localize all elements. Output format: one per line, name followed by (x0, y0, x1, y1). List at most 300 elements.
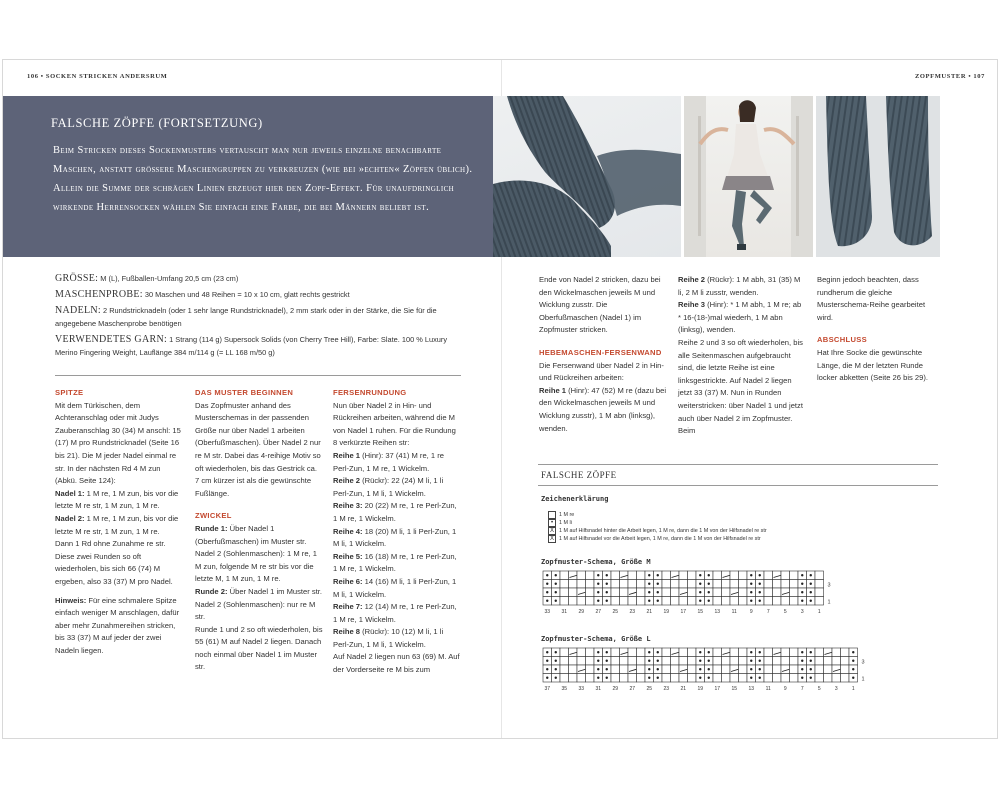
schema-m-cell (560, 571, 569, 580)
schema-l-col-label: 17 (714, 686, 721, 692)
column-abschluss (817, 274, 941, 385)
schema-l-purl-dot (708, 677, 710, 679)
schema-l-purl-dot (597, 660, 599, 662)
schema-l-cell (577, 657, 586, 666)
schema-m-cell (764, 588, 773, 597)
schema-m-cell (679, 571, 688, 580)
schema-l-cell (773, 665, 782, 674)
schema-l-col-label: 9 (783, 686, 787, 692)
schema-l-purl-dot (699, 651, 701, 653)
schema-m-cell (611, 580, 620, 589)
schema-l-col-label: 35 (561, 686, 568, 692)
value-heb-reihe1: (Hinr): 47 (52) M re (dazu bei den Wickelmaschen jeweils M und Wicklung zusstr), 1 M abn (linksg), wenden. (539, 385, 667, 433)
schema-m-row-label: 3 (827, 582, 831, 589)
schema-l-purl-dot (750, 660, 752, 662)
schema-l-cell (730, 674, 739, 683)
label-heb-reihe1: Reihe 1 (539, 385, 567, 395)
text-muster: Das Zopfmuster anhand des Musterschemas in der passenden Größe nur über Nadel 1 arbeiten (Oberfußmaschen). Über Nadel 2 nur re M str. Dabei das 4-reihige Motiv so oft wiederholen, bis das Gestrick ca. 7 cm kürzer ist als die gewünschte Fußlänge. (195, 400, 321, 498)
schema-l-cell (722, 657, 731, 666)
schema-m-purl-dot (750, 574, 752, 576)
text-reihe2 (333, 475, 461, 500)
schema-m-cell (637, 580, 646, 589)
legend-symbol-cross-back: X (549, 528, 554, 534)
text-heb-reihe1 (539, 385, 667, 435)
schema-l-cell (815, 648, 824, 657)
schema-l-cell (628, 674, 637, 683)
schema-l-purl-dot (750, 651, 752, 653)
schema-m-purl-dot (699, 591, 701, 593)
label-reihe7: Reihe 7: (333, 602, 363, 612)
schema-l-cell (569, 674, 578, 683)
spec-gauge-value: 30 Maschen und 48 Reihen = 10 x 10 cm, glatt rechts gestrickt (144, 290, 350, 299)
text-reihe3 (333, 500, 461, 525)
legend-symbol-cross-front: X (549, 536, 554, 542)
schema-m-cell (739, 597, 748, 606)
socks-closeup-illustration (816, 96, 940, 257)
heading-muster: DAS MUSTER BEGINNEN (195, 388, 294, 397)
schema-l-purl-dot (759, 651, 761, 653)
legend-text-cross-back: 1 M auf Hilfsnadel hinter die Arbeit legen, 1 M re, dann die 1 M von der Hilfsnadel re str (559, 528, 767, 534)
schema-m-cell (611, 588, 620, 597)
schema-l-col-label: 31 (595, 686, 602, 692)
schema-m-title: Zopfmuster-Schema, Größe M (541, 558, 651, 566)
schema-l-purl-dot (657, 660, 659, 662)
schema-l-purl-dot (750, 668, 752, 670)
schema-m-cell (611, 597, 620, 606)
specifications (55, 272, 463, 362)
photo-socks-feet (493, 96, 681, 257)
schema-m-cell (586, 597, 595, 606)
schema-l-purl-dot (852, 677, 854, 679)
legend-row-purl (548, 519, 767, 527)
schema-m-cell (662, 571, 671, 580)
value-nadel1: 1 M re, 1 M zun, bis vor die letzte M re str, 1 M zun, 1 M re. (55, 488, 179, 511)
schema-l-cell (730, 648, 739, 657)
schema-l-cell (790, 657, 799, 666)
schema-m-cell (662, 588, 671, 597)
schema-m-purl-dot (699, 583, 701, 585)
schema-l-cell (790, 665, 799, 674)
schema-l-purl-dot (801, 677, 803, 679)
schema-l-purl-dot (852, 651, 854, 653)
schema-l-cell (688, 648, 697, 657)
schema-l-purl-dot (852, 660, 854, 662)
schema-l-cell (611, 648, 620, 657)
schema-m-cell (688, 580, 697, 589)
photo-socks-closeup (816, 96, 940, 257)
schema-l-cell (832, 657, 841, 666)
text-reihe5 (333, 551, 461, 576)
column-muster-zwickel (195, 387, 323, 674)
legend-text-cross-front: 1 M auf Hilfsnadel vor die Arbeit legen, 1 M re, dann die 1 M von der Hilfsnadel re str (559, 536, 761, 542)
schema-l-purl-dot (699, 660, 701, 662)
schema-m-purl-dot (648, 600, 650, 602)
legend-symbol-knit (548, 511, 556, 519)
schema-m-purl-dot (597, 591, 599, 593)
schema-l-cell (713, 665, 722, 674)
schema-l-cell (713, 674, 722, 683)
schema-m-purl-dot (657, 600, 659, 602)
schema-l-cell (730, 657, 739, 666)
schema-m-cell (781, 571, 790, 580)
heading-spitze: SPITZE (55, 388, 84, 397)
schema-l-purl-dot (810, 677, 812, 679)
schema-m-cell (569, 597, 578, 606)
schema-m-cell (679, 597, 688, 606)
schema-l-cell (620, 674, 629, 683)
schema-l-cell (586, 674, 595, 683)
label-nadel2: Nadel 2: (55, 513, 85, 523)
schema-m-purl-dot (699, 600, 701, 602)
schema-l-cell (722, 674, 731, 683)
schema-m-cell (671, 597, 680, 606)
spec-size-value: M (L), Fußballen-Umfang 20,5 cm (23 cm) (100, 274, 239, 283)
schema-m-purl-dot (546, 591, 548, 593)
text-col5-rest: Reihe 2 und 3 so oft wiederholen, bis alle Seitenmaschen aufgebraucht sind, die letzte Reihe ist eine linksgestrickte. Auf Nadel 2 liegen jetzt 33 (37) M. Nun in Runden weiterstricken: über Nadel 1 und jetzt auch über Nadel 2 im Zopfmuster. Beim (678, 337, 803, 436)
schema-m-cell (577, 597, 586, 606)
schema-l-col-label: 5 (817, 686, 821, 692)
schema-m-col-label: 1 (817, 609, 821, 615)
label-hinweis: Hinweis: (55, 595, 87, 605)
schema-l-purl-dot (852, 668, 854, 670)
spec-needles-value: 2 Rundstricknadeln (oder 1 sehr lange Rundstricknadel), 2 mm stark oder in der Stärke, die Sie für die angegebene Maschenprobe benötigen (55, 306, 437, 328)
photo-model-posing (684, 96, 813, 257)
schema-l-col-label: 13 (748, 686, 755, 692)
schema-m-purl-dot (657, 583, 659, 585)
schema-l-purl-dot (801, 651, 803, 653)
value-reihe1: (Hinr): 37 (41) M re, 1 re Perl-Zun, 1 M re, 1 Wickelm. (333, 450, 444, 473)
legend-row-cross-back (548, 527, 767, 535)
schema-m-purl-dot (810, 591, 812, 593)
value-reihe8: (Rückr): 10 (12) M li, 1 li Perl-Zun, 1 M li, 1 Wickelm. (333, 627, 444, 649)
schema-l-col-label: 25 (646, 686, 653, 692)
schema-m-col-label: 15 (697, 609, 704, 615)
schema-m-purl-dot (597, 583, 599, 585)
schema-m-purl-dot (648, 583, 650, 585)
schema-m-purl-dot (759, 600, 761, 602)
schema-l-cell (611, 665, 620, 674)
schema-m-cell (722, 588, 731, 597)
schema-m-cell (739, 580, 748, 589)
schema-l-cell (824, 665, 833, 674)
text-hebemaschen: Die Fersenwand über Nadel 2 in Hin- und Rückreihen arbeiten: (539, 360, 664, 383)
label-reihe8: Reihe 8 (333, 627, 361, 637)
schema-m-cell (773, 580, 782, 589)
value-reihe7: 12 (14) M re, 1 re Perl-Zun, 1 M re, 1 Wickelm. (333, 602, 457, 624)
legend-title: Zeichenerklärung (541, 495, 609, 503)
schema-l-cell (688, 665, 697, 674)
value-hinweis: Für eine schmalere Spitze einfach weniger M anschlagen, dafür aber mehr Zunahmereihen stricken, bis 33 (37) M auf jeder der zwei Nadeln liegen. (55, 595, 180, 655)
schema-l-purl-dot (708, 651, 710, 653)
legend-text-purl: 1 M li (559, 520, 572, 526)
schema-l-cell (560, 674, 569, 683)
text-ferse-intro: Nun über Nadel 2 in Hin- und Rückreihen arbeiten, während die M von Nadel 1 ruhen. Für die Rundung 8 verkürzte Reihen str: (333, 400, 456, 448)
schema-l-cell (781, 648, 790, 657)
schema-m-purl-dot (810, 574, 812, 576)
schema-l-col-label: 29 (612, 686, 619, 692)
schema-m-cell (662, 580, 671, 589)
schema-m-col-label: 33 (544, 609, 551, 615)
schema-l-purl-dot (810, 651, 812, 653)
schema-m-cell (662, 597, 671, 606)
spec-needles-label: NADELN: (55, 305, 101, 316)
schema-l-purl-dot (810, 660, 812, 662)
schema-m-cell (773, 597, 782, 606)
schema-m-cell (620, 597, 629, 606)
schema-m-cell (790, 588, 799, 597)
schema-l-purl-dot (699, 668, 701, 670)
value-heb-reihe3: (Hinr): * 1 M abh, 1 M re; ab * 16-(18-)mal wiederh, 1 M abn (linksg), wenden. (678, 300, 802, 335)
schema-l-cell (832, 674, 841, 683)
schema-l-cell (662, 648, 671, 657)
running-head-left: 106 • SOCKEN STRICKEN ANDERSRUM (27, 73, 168, 80)
schema-l-cell (764, 657, 773, 666)
schema-l-purl-dot (657, 668, 659, 670)
value-reihe5: 16 (18) M re, 1 re Perl-Zun, 1 M re, 1 Wickelm. (333, 551, 457, 574)
label-heb-reihe2: Reihe 2 (678, 275, 706, 284)
schema-m-cell (688, 588, 697, 597)
schema-l-purl-dot (555, 660, 557, 662)
text-reihe6 (333, 576, 461, 601)
schema-m-cell (722, 597, 731, 606)
schema-m-cell (790, 597, 799, 606)
schema-m-purl-dot (801, 591, 803, 593)
schema-l-cell (713, 648, 722, 657)
schema-l-cell (815, 674, 824, 683)
text-spitze: Mit dem Türkischen, dem Achteranschlag oder mit Judys Zauberanschlag 30 (34) M anschl: 15 (17) M pro Rundstricknadel (Seite 16 bis 21). Die M jeder Nadel einmal re str. In der nächsten Rd 4 M zun (Abkü. Seite 124): (55, 400, 181, 486)
schema-l-cell (722, 665, 731, 674)
schema-l-purl-dot (810, 668, 812, 670)
schema-l-cell (560, 657, 569, 666)
schema-m-cell (569, 580, 578, 589)
schema-l-col-label: 7 (800, 686, 804, 692)
schema-m-purl-dot (555, 583, 557, 585)
heading-fersenrundung: FERSENRUNDUNG (333, 388, 407, 397)
schema-m-purl-dot (810, 600, 812, 602)
schema-m-purl-dot (759, 574, 761, 576)
schema-l-cell (841, 665, 850, 674)
schema-m-purl-dot (750, 600, 752, 602)
schema-l-col-label: 11 (765, 686, 771, 692)
schema-m-cell (713, 597, 722, 606)
value-runde1: Über Nadel 1 (Oberfußmaschen) im Muster str. Nadel 2 (Sohlenmaschen): 1 M re, 1 M zun, folgende M re str bis vor die letzte M, 1 M zun, 1 M re. (195, 523, 317, 584)
schema-m-cell (577, 571, 586, 580)
schema-l-cell (781, 657, 790, 666)
schema-l-purl-dot (546, 677, 548, 679)
schema-m-cell (671, 588, 680, 597)
schema-l-cell (628, 657, 637, 666)
spec-gauge-label: MASCHENPROBE: (55, 289, 143, 300)
schema-l-cell (824, 674, 833, 683)
schema-m-cell (722, 580, 731, 589)
schema-m-purl-dot (648, 591, 650, 593)
schema-m-cell (560, 588, 569, 597)
heading-zwickel: ZWICKEL (195, 511, 232, 521)
value-reihe6: 14 (16) M li, 1 li Perl-Zun, 1 M li, 1 Wickelm. (333, 576, 457, 599)
legend-symbol-purl: • (548, 519, 556, 527)
schema-m-cell (628, 580, 637, 589)
legend-text-knit: 1 M re (559, 512, 575, 518)
schema-l-col-label: 3 (834, 686, 838, 692)
schema-l-title: Zopfmuster-Schema, Größe L (541, 635, 651, 643)
schema-m-purl-dot (708, 574, 710, 576)
text-heb-reihe2 (678, 274, 806, 299)
schema-l-cell (790, 674, 799, 683)
schema-l-cell (739, 665, 748, 674)
schema-m-col-label: 23 (629, 609, 636, 615)
schema-l-col-label: 15 (731, 686, 738, 692)
spec-yarn (55, 333, 463, 359)
schema-m-cell (790, 580, 799, 589)
schema-m-cell (739, 571, 748, 580)
schema-l-cell (688, 657, 697, 666)
schema-m-purl-dot (801, 583, 803, 585)
schema-m-col-label: 19 (663, 609, 670, 615)
schema-l-cell (637, 674, 646, 683)
schema-l-cell (781, 674, 790, 683)
schema-l-cell (679, 674, 688, 683)
book-spread (2, 59, 998, 739)
schema-l-cell (832, 648, 841, 657)
schema-m-cell (790, 571, 799, 580)
schema-l-cell (569, 665, 578, 674)
label-reihe5: Reihe 5: (333, 551, 363, 561)
label-heb-reihe3: Reihe 3 (678, 300, 706, 310)
schema-l-purl-dot (606, 660, 608, 662)
schema-m-purl-dot (657, 591, 659, 593)
schema-l-cell (637, 648, 646, 657)
schema-l-purl-dot (648, 677, 650, 679)
schema-l-col-label: 1 (851, 686, 855, 692)
value-nadel2: 1 M re, 1 M zun, bis vor die letzte M re str, 1 M zun, 1 M re. (55, 513, 179, 536)
schema-m-col-label: 13 (714, 609, 721, 615)
schema-m-cell (815, 588, 824, 597)
schema-m-cell (815, 597, 824, 606)
text-zwickel-rest: Runde 1 und 2 so oft wiederholen, bis 55 (61) M auf Nadel 2 liegen. Danach noch einmal über Nadel 1 im Muster str. (195, 624, 323, 672)
text-reihe4 (333, 526, 461, 551)
schema-m-purl-dot (708, 591, 710, 593)
column-hebemaschen (539, 274, 667, 435)
schema-l-purl-dot (801, 660, 803, 662)
schema-l-row-label: 3 (861, 659, 865, 666)
schema-l-col-label: 21 (680, 686, 687, 692)
schema-l-cell (713, 657, 722, 666)
schema-l-purl-dot (657, 677, 659, 679)
schema-m-cell (688, 597, 697, 606)
schema-l-cell (611, 657, 620, 666)
text-hinweis (55, 595, 183, 658)
schema-l-purl-dot (648, 651, 650, 653)
schema-m-cell (773, 588, 782, 597)
text-col6-cont: Beginn jedoch beachten, dass rundherum die gleiche Musterschema-Reihe gearbeitet wird. (817, 275, 926, 322)
schema-m-col-label: 3 (800, 609, 804, 615)
schema-m-cell (739, 588, 748, 597)
heading-hebemaschen: HEBEMASCHEN-FERSENWAND (539, 347, 662, 357)
schema-m-cell (628, 571, 637, 580)
schema-m-purl-dot (648, 574, 650, 576)
column-reihen (678, 274, 806, 438)
schema-l-purl-dot (648, 668, 650, 670)
value-reihe2: (Rückr): 22 (24) M li, 1 li Perl-Zun, 1 M li, 1 Wickelm. (333, 476, 444, 498)
schema-m-row-label: 1 (827, 599, 831, 606)
schema-m-col-label: 21 (646, 609, 653, 615)
schema-l-cell (611, 674, 620, 683)
schema-l-cell (577, 674, 586, 683)
label-reihe6: Reihe 6: (333, 576, 363, 586)
schema-m-col-label: 27 (595, 609, 602, 615)
schema-m-cell (611, 571, 620, 580)
chart-section-rule-bottom (538, 485, 938, 486)
schema-m-cell (637, 571, 646, 580)
schema-m-cell (764, 597, 773, 606)
label-reihe4: Reihe 4: (333, 526, 363, 536)
schema-m-purl-dot (750, 591, 752, 593)
schema-l-purl-dot (759, 660, 761, 662)
schema-l-cell (764, 648, 773, 657)
schema-l-purl-dot (750, 677, 752, 679)
schema-m-purl-dot (699, 574, 701, 576)
schema-m-cell (730, 597, 739, 606)
schema-m-cell (688, 571, 697, 580)
schema-m-cell (620, 588, 629, 597)
schema-m-purl-dot (555, 591, 557, 593)
spec-yarn-label: VERWENDETES GARN: (55, 334, 168, 345)
heading-abschluss: ABSCHLUSS (817, 335, 867, 345)
text-runde1 (195, 523, 323, 586)
schema-m-purl-dot (759, 583, 761, 585)
spec-gauge (55, 288, 463, 301)
schema-l-cell (560, 648, 569, 657)
schema-m-purl-dot (606, 583, 608, 585)
schema-m-cell (713, 571, 722, 580)
schema-m-cell (577, 580, 586, 589)
schema-l-purl-dot (555, 668, 557, 670)
schema-m-cell (764, 580, 773, 589)
schema-l-col-label: 23 (663, 686, 670, 692)
schema-m-purl-dot (657, 574, 659, 576)
schema-l-cell (688, 674, 697, 683)
schema-l-purl-dot (597, 668, 599, 670)
schema-m-col-label: 29 (578, 609, 585, 615)
schema-m-cell (764, 571, 773, 580)
schema-l-cell (577, 648, 586, 657)
schema-m-col-label: 31 (561, 609, 568, 615)
schema-l-purl-dot (699, 677, 701, 679)
schema-m-cell (620, 580, 629, 589)
schema-m-cell (586, 571, 595, 580)
schema-l-cell (679, 648, 688, 657)
schema-l-purl-dot (555, 677, 557, 679)
schema-m-cell (671, 580, 680, 589)
intro-banner (3, 96, 493, 257)
schema-m-purl-dot (555, 600, 557, 602)
schema-l-cell (671, 665, 680, 674)
schema-m-purl-dot (597, 574, 599, 576)
schema-l-purl-dot (546, 660, 548, 662)
schema-l-cell (671, 674, 680, 683)
schema-m-cell (713, 588, 722, 597)
schema-l-cell (841, 657, 850, 666)
schema-l-cell (790, 648, 799, 657)
schema-l-purl-dot (555, 651, 557, 653)
schema-l-purl-dot (648, 660, 650, 662)
label-reihe1: Reihe 1 (333, 450, 361, 460)
schema-l-chart (539, 646, 899, 700)
schema-l-purl-dot (597, 651, 599, 653)
schema-l-purl-dot (801, 668, 803, 670)
schema-l-cell (739, 657, 748, 666)
schema-l-cell (841, 674, 850, 683)
